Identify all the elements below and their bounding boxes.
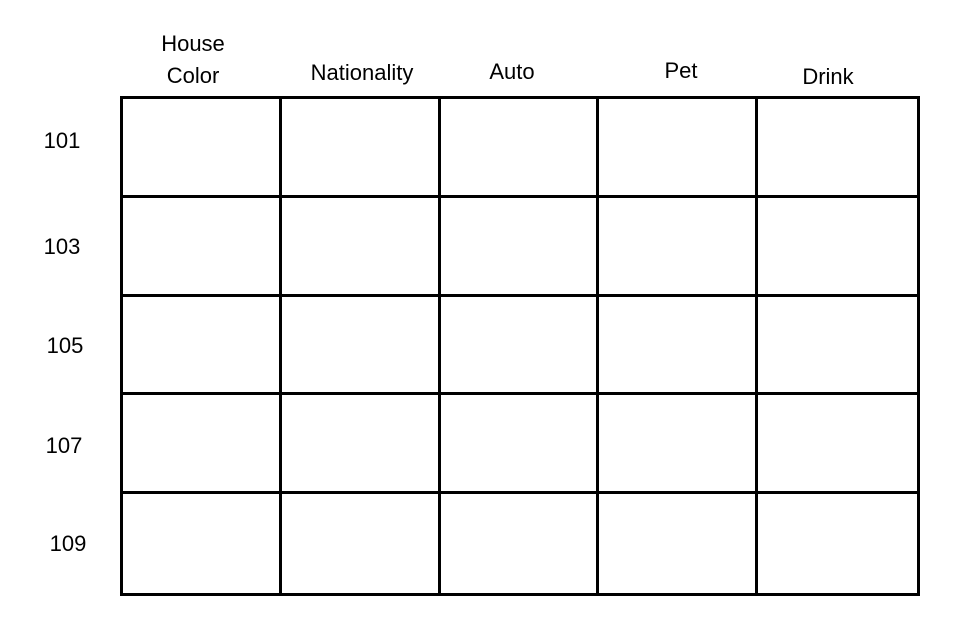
grid-cell[interactable] xyxy=(441,99,600,198)
grid-cell[interactable] xyxy=(123,395,282,494)
grid-cell[interactable] xyxy=(599,198,758,297)
grid-cell[interactable] xyxy=(599,297,758,396)
grid-cell[interactable] xyxy=(758,494,917,593)
column-header-pet: Pet xyxy=(664,58,698,83)
row-label-109: 109 xyxy=(49,531,87,556)
grid-cell[interactable] xyxy=(599,395,758,494)
grid-cell[interactable] xyxy=(441,198,600,297)
grid-cell[interactable] xyxy=(441,297,600,396)
grid-cell[interactable] xyxy=(758,99,917,198)
row-label-105: 105 xyxy=(46,333,84,358)
grid-cell[interactable] xyxy=(441,494,600,593)
puzzle-grid xyxy=(120,96,920,596)
grid-cell[interactable] xyxy=(282,297,441,396)
column-header-drink: Drink xyxy=(802,64,854,89)
grid-cell[interactable] xyxy=(123,297,282,396)
grid-cell[interactable] xyxy=(282,395,441,494)
row-label-107: 107 xyxy=(45,433,83,458)
grid-cell[interactable] xyxy=(599,494,758,593)
grid-cell[interactable] xyxy=(282,198,441,297)
grid-cell[interactable] xyxy=(758,297,917,396)
grid-cell[interactable] xyxy=(599,99,758,198)
row-label-103: 103 xyxy=(43,234,81,259)
grid-cell[interactable] xyxy=(282,494,441,593)
grid-cell[interactable] xyxy=(758,198,917,297)
column-header-nationality: Nationality xyxy=(310,60,414,85)
row-label-101: 101 xyxy=(43,128,81,153)
grid-cell[interactable] xyxy=(123,99,282,198)
column-header-house-color: House Color xyxy=(161,31,225,88)
grid-cell[interactable] xyxy=(441,395,600,494)
grid-cell[interactable] xyxy=(758,395,917,494)
grid-cell[interactable] xyxy=(123,494,282,593)
column-header-auto: Auto xyxy=(489,59,535,84)
grid-cell[interactable] xyxy=(282,99,441,198)
grid-cell[interactable] xyxy=(123,198,282,297)
